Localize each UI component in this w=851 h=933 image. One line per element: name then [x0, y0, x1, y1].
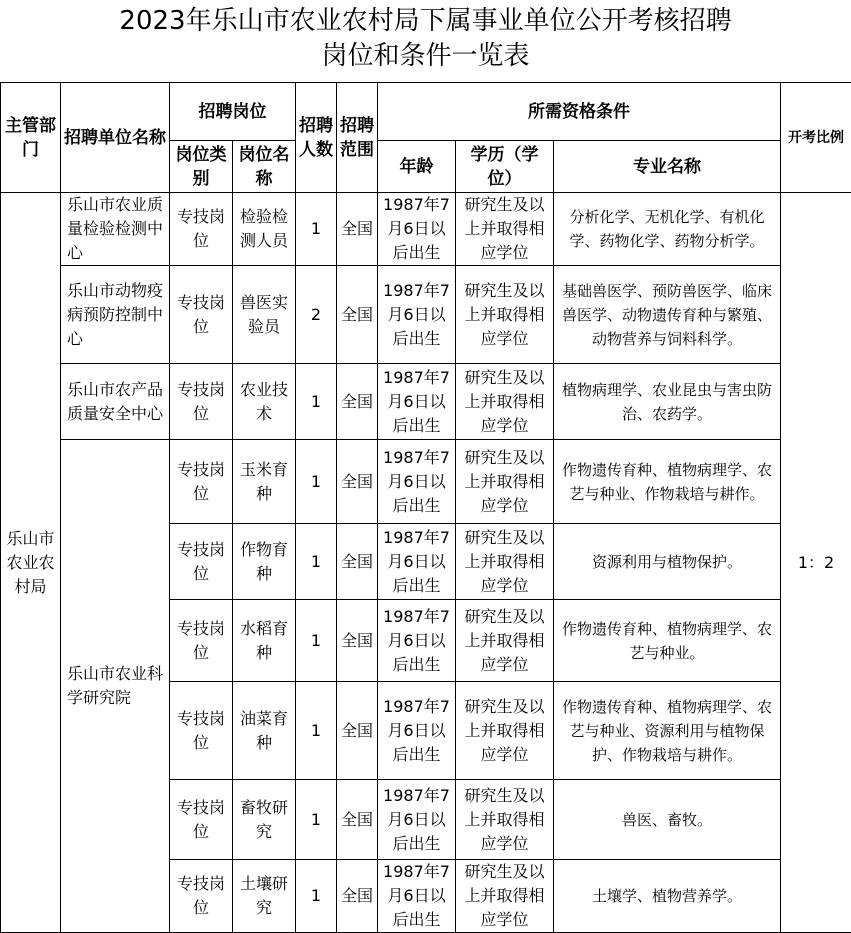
table-row — [1, 364, 851, 440]
education-cell: 研究生及以上并取得相应学位 — [456, 682, 554, 780]
count-cell: 2 — [296, 266, 337, 364]
age-cell: 1987年7月6日以后出生 — [378, 524, 456, 600]
post-name-cell: 兽医实验员 — [233, 266, 296, 364]
unit-cell: 乐山市农业质量检验检测中心 — [61, 193, 170, 266]
recruitment-table — [0, 82, 851, 933]
count-cell: 1 — [296, 682, 337, 780]
education-cell: 研究生及以上并取得相应学位 — [456, 440, 554, 524]
title-line-1: 2023年乐山市农业农村局下属事业单位公开考核招聘 — [0, 4, 851, 39]
table-row — [1, 266, 851, 364]
major-cell: 资源利用与植物保护。 — [554, 524, 781, 600]
post-type-cell: 专技岗位 — [170, 440, 233, 524]
education-cell: 研究生及以上并取得相应学位 — [456, 364, 554, 440]
header-scope: 招聘范围 — [337, 83, 378, 193]
major-cell: 分析化学、无机化学、有机化学、药物化学、药物分析学。 — [554, 193, 781, 266]
table-row — [1, 440, 851, 524]
header-post-type: 岗位类别 — [170, 141, 233, 193]
scope-cell: 全国 — [337, 364, 378, 440]
post-type-cell: 专技岗位 — [170, 193, 233, 266]
count-cell: 1 — [296, 364, 337, 440]
header-ratio: 开考比例 — [781, 83, 851, 193]
post-type-cell: 专技岗位 — [170, 524, 233, 600]
unit-cell: 乐山市动物疫病预防控制中心 — [61, 266, 170, 364]
post-type-cell: 专技岗位 — [170, 860, 233, 933]
count-cell: 1 — [296, 780, 337, 860]
scope-cell: 全国 — [337, 266, 378, 364]
header-unit: 招聘单位名称 — [61, 83, 170, 193]
header-education: 学历（学位） — [456, 141, 554, 193]
post-name-cell: 作物育种 — [233, 524, 296, 600]
count-cell: 1 — [296, 860, 337, 933]
header-major: 专业名称 — [554, 141, 781, 193]
scope-cell: 全国 — [337, 193, 378, 266]
header-post: 招聘岗位 — [170, 83, 296, 141]
header-post-name: 岗位名称 — [233, 141, 296, 193]
age-cell: 1987年7月6日以后出生 — [378, 364, 456, 440]
post-type-cell: 专技岗位 — [170, 600, 233, 682]
dept-cell: 乐山市农业农村局 — [1, 193, 61, 933]
scope-cell: 全国 — [337, 524, 378, 600]
age-cell: 1987年7月6日以后出生 — [378, 682, 456, 780]
ratio-cell: 1：2 — [781, 193, 851, 933]
scope-cell: 全国 — [337, 600, 378, 682]
title-line-2: 岗位和条件一览表 — [0, 39, 851, 74]
post-name-cell: 畜牧研究 — [233, 780, 296, 860]
major-cell: 兽医、畜牧。 — [554, 780, 781, 860]
major-cell: 土壤学、植物营养学。 — [554, 860, 781, 933]
unit-cell: 乐山市农业科学研究院 — [61, 440, 170, 933]
header-qualifications: 所需资格条件 — [378, 83, 781, 141]
count-cell: 1 — [296, 193, 337, 266]
post-name-cell: 土壤研究 — [233, 860, 296, 933]
post-type-cell: 专技岗位 — [170, 364, 233, 440]
major-cell: 植物病理学、农业昆虫与害虫防治、农药学。 — [554, 364, 781, 440]
header-dept: 主管部门 — [1, 83, 61, 193]
post-type-cell: 专技岗位 — [170, 682, 233, 780]
scope-cell: 全国 — [337, 682, 378, 780]
major-cell: 基础兽医学、预防兽医学、临床兽医学、动物遗传育种与繁殖、动物营养与饲料科学。 — [554, 266, 781, 364]
age-cell: 1987年7月6日以后出生 — [378, 440, 456, 524]
page-title — [0, 0, 851, 82]
age-cell: 1987年7月6日以后出生 — [378, 860, 456, 933]
age-cell: 1987年7月6日以后出生 — [378, 780, 456, 860]
education-cell: 研究生及以上并取得相应学位 — [456, 266, 554, 364]
table-row — [1, 193, 851, 266]
age-cell: 1987年7月6日以后出生 — [378, 600, 456, 682]
count-cell: 1 — [296, 440, 337, 524]
unit-cell: 乐山市农产品质量安全中心 — [61, 364, 170, 440]
count-cell: 1 — [296, 600, 337, 682]
education-cell: 研究生及以上并取得相应学位 — [456, 860, 554, 933]
scope-cell: 全国 — [337, 780, 378, 860]
scope-cell: 全国 — [337, 860, 378, 933]
header-age: 年龄 — [378, 141, 456, 193]
age-cell: 1987年7月6日以后出生 — [378, 193, 456, 266]
education-cell: 研究生及以上并取得相应学位 — [456, 600, 554, 682]
post-name-cell: 玉米育种 — [233, 440, 296, 524]
major-cell: 作物遗传育种、植物病理学、农艺与种业。 — [554, 600, 781, 682]
post-name-cell: 农业技术 — [233, 364, 296, 440]
major-cell: 作物遗传育种、植物病理学、农艺与种业、资源利用与植物保护、作物栽培与耕作。 — [554, 682, 781, 780]
post-name-cell: 水稻育种 — [233, 600, 296, 682]
education-cell: 研究生及以上并取得相应学位 — [456, 193, 554, 266]
major-cell: 作物遗传育种、植物病理学、农艺与种业、作物栽培与耕作。 — [554, 440, 781, 524]
education-cell: 研究生及以上并取得相应学位 — [456, 780, 554, 860]
post-name-cell: 检验检测人员 — [233, 193, 296, 266]
post-type-cell: 专技岗位 — [170, 780, 233, 860]
age-cell: 1987年7月6日以后出生 — [378, 266, 456, 364]
post-type-cell: 专技岗位 — [170, 266, 233, 364]
post-name-cell: 油菜育种 — [233, 682, 296, 780]
count-cell: 1 — [296, 524, 337, 600]
header-count: 招聘人数 — [296, 83, 337, 193]
scope-cell: 全国 — [337, 440, 378, 524]
education-cell: 研究生及以上并取得相应学位 — [456, 524, 554, 600]
